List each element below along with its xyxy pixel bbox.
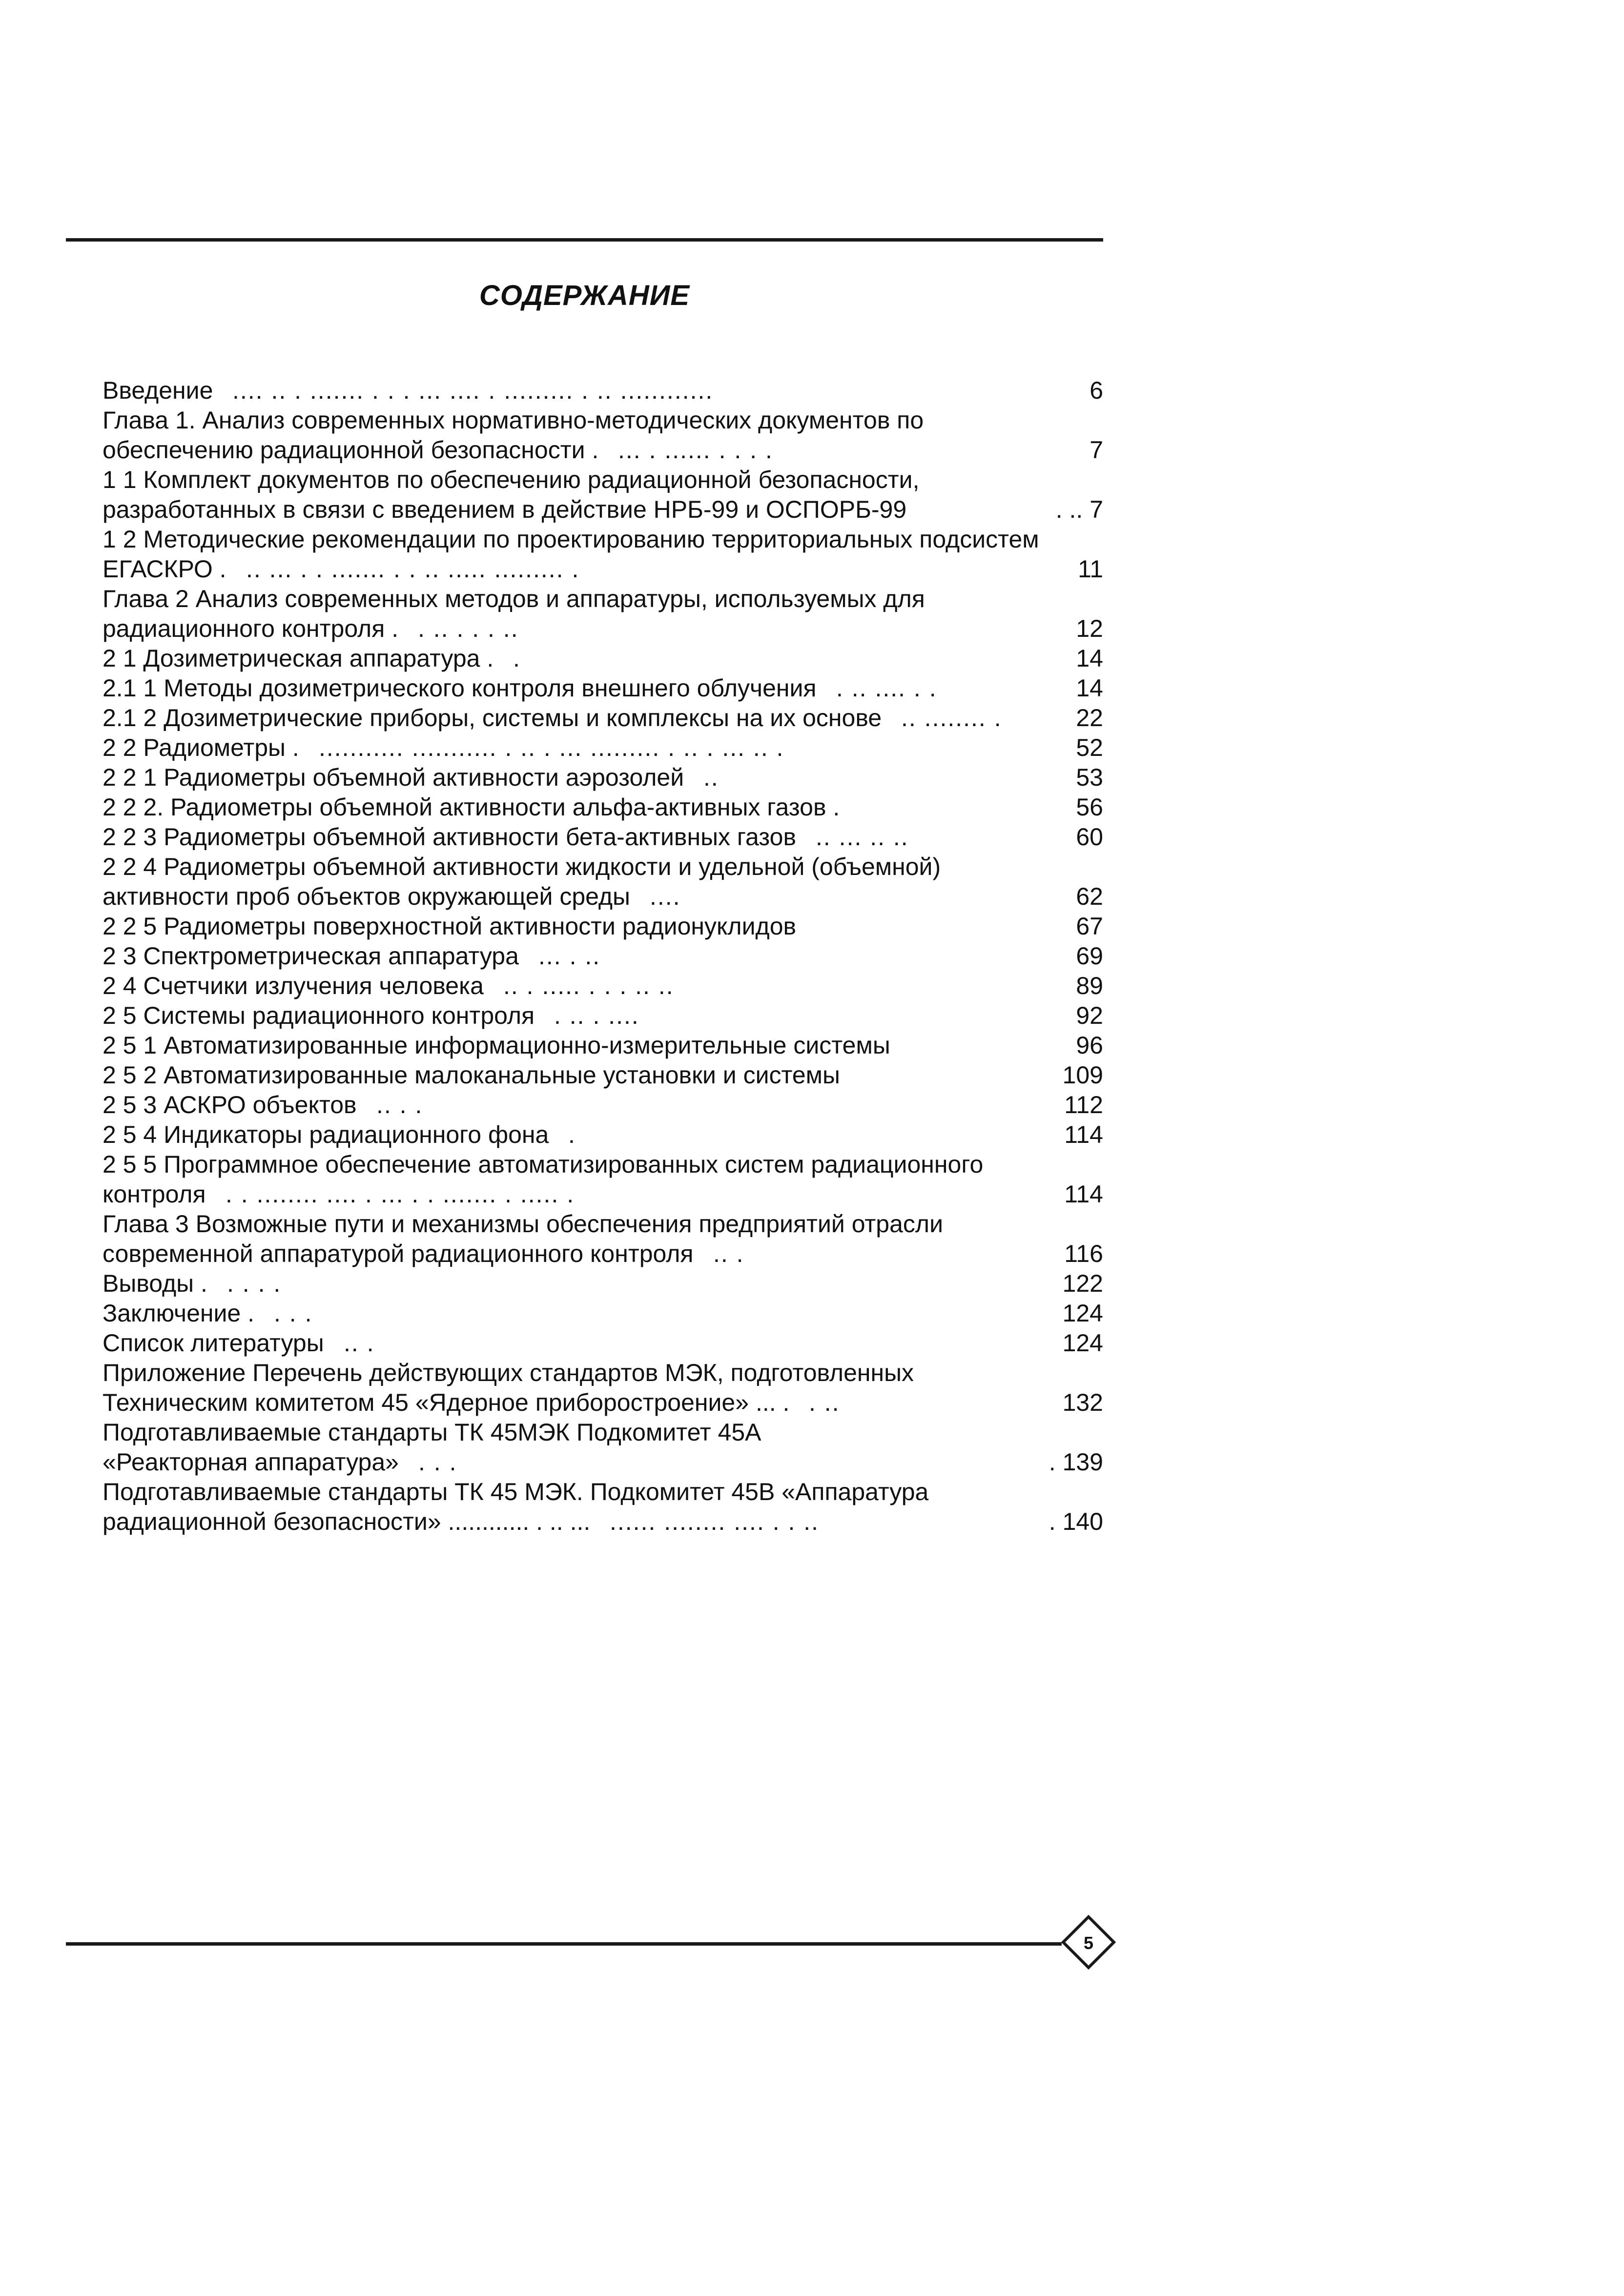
toc-entry-text: 2 1 Дозиметрическая аппаратура . [103,645,494,672]
toc-entry-text: 2.1 1 Методы дозиметрического контроля внешнего облучения [103,674,817,702]
toc-entry [103,1120,1103,1150]
toc-entry-leader: . .. .... . . [836,674,937,702]
toc-entry [103,1031,1103,1060]
toc-entry [103,703,1103,733]
toc-entry-text: Техническим комитетом 45 «Ядерное приборостроение» ... . [103,1389,790,1416]
toc-entry [103,1447,1103,1477]
toc-entry-page: 22 [1076,704,1103,731]
toc-entry [103,733,1103,763]
toc-entry-text: Глава 1. Анализ современных нормативно-методических документов по [103,406,924,434]
toc-entry-page: . 139 [1048,1448,1103,1476]
toc-entry-leader: ........... ........... . .. . ... ......... . .. . ... .. . [319,734,784,761]
toc-entry-leader: .. . [713,1240,744,1267]
toc-entry-leader: . . ........ .... . ... . . ....... . ..... . [226,1180,575,1208]
toc-entry-leader: .. ........ . [901,704,1002,731]
toc-entry [103,941,1103,971]
toc-entry-page: 114 [1064,1180,1103,1208]
toc-entry-leader: .. . . [376,1091,423,1118]
page-number: 5 [1083,1933,1094,1953]
toc-entry-page: 11 [1078,555,1103,583]
toc-entry-text: 2 5 Системы радиационного контроля [103,1002,535,1029]
toc-entry-leader: .... .. . ....... . . . ... .... . ......... . .. ............ [232,377,714,404]
toc-entry-text: 1 2 Методические рекомендации по проектированию территориальных подсистем [103,526,1039,553]
toc-entry [103,554,1103,584]
toc-entry-text: 2 3 Спектрометрическая аппаратура [103,942,519,970]
toc-entry-text: Глава 3 Возможные пути и механизмы обеспечения предприятий отрасли [103,1210,944,1238]
toc-entry-text: 2 2 2. Радиометры объемной активности альфа-активных газов . [103,793,840,821]
toc-entry-text: Подготавливаемые стандарты ТК 45 МЭК. Подкомитет 45В «Аппаратура [103,1478,929,1505]
toc-entry-leader: . .. . . . .. [418,615,519,642]
toc-entry-text: Глава 2 Анализ современных методов и аппаратуры, используемых для [103,585,925,612]
toc-entry-page: 53 [1076,764,1103,791]
toc-entry [103,525,1103,554]
toc-entry [103,1150,1103,1179]
toc-entry-leader: . .. [809,1389,840,1416]
toc-entry [103,971,1103,1001]
toc-entry-leader: .. [703,764,719,791]
toc-entry [103,1477,1103,1507]
toc-entry-text: активности проб объектов окружающей среды [103,883,630,910]
toc-entry-page: 14 [1076,645,1103,672]
toc-entry-page: 56 [1076,793,1103,821]
toc-entry-page: . .. 7 [1055,496,1103,523]
toc-entry-text: 2 2 1 Радиометры объемной активности аэрозолей [103,764,684,791]
toc-entry [103,376,1103,406]
toc-entry [103,912,1103,941]
toc-entry-page: 60 [1076,823,1103,851]
toc-entry-leader: .. ... . . ....... . . .. ..... ......... . [246,555,580,583]
toc-entry [103,1209,1103,1239]
toc-entry-text: радиационного контроля . [103,615,399,642]
toc-entry [103,1090,1103,1120]
toc-entry [103,1388,1103,1418]
toc-entry-text: 2 5 3 АСКРО объектов [103,1091,357,1118]
toc-entry-page: 132 [1062,1389,1103,1416]
toc-entry-leader: .... [650,883,681,910]
toc-entry-text: 2 5 5 Программное обеспечение автоматизированных систем радиационного [103,1151,984,1178]
toc-entry [103,1358,1103,1388]
toc-entry-text: 2 2 4 Радиометры объемной активности жидкости и удельной (объемной) [103,853,941,880]
toc-entry [103,1179,1103,1209]
toc-entry-text: 2 2 Радиометры . [103,734,299,761]
toc-entry-leader: . . . [418,1448,457,1476]
toc-entry [103,882,1103,912]
toc-entry-text: контроля [103,1180,206,1208]
toc-entry-leader: ...... ........ .... . . .. [610,1508,820,1535]
toc-entry-page: 6 [1090,377,1103,404]
toc-entry [103,584,1103,614]
toc-entry-text: 2 5 2 Автоматизированные малоканальные установки и системы [103,1061,840,1089]
toc-entry-page: 7 [1090,436,1103,464]
toc-entry-text: современной аппаратурой радиационного контроля [103,1240,694,1267]
toc-entry-page: 69 [1076,942,1103,970]
toc-entry [103,673,1103,703]
toc-entry-page: 122 [1062,1270,1103,1297]
toc-entry-text: 2 5 1 Автоматизированные информационно-измерительные системы [103,1032,890,1059]
toc-entry-text: разработанных в связи с введением в действие НРБ-99 и ОСПОРБ-99 [103,496,907,523]
toc-entry [103,1507,1103,1537]
toc-entry-page: 114 [1064,1121,1103,1148]
bottom-rule [66,1942,1062,1946]
toc-entry-text: «Реакторная аппаратура» [103,1448,399,1476]
top-rule [66,238,1103,242]
toc-entry-text: 2 2 5 Радиометры поверхностной активности радионуклидов [103,913,797,940]
toc-entry-text: 2 2 3 Радиометры объемной активности бета-активных газов [103,823,797,851]
toc-entry-leader: ... . ...... . . . . [618,436,773,464]
toc-entry [103,763,1103,792]
toc-entry-page: 89 [1076,972,1103,999]
toc-entry [103,792,1103,822]
toc-entry [103,1418,1103,1447]
toc-entry [103,614,1103,644]
toc-entry-page: 124 [1062,1329,1103,1357]
toc-entry-leader: . . . [274,1300,313,1327]
toc-entry-leader: . . . . [227,1270,282,1297]
toc-entry [103,644,1103,673]
toc-entry-page: 14 [1076,674,1103,702]
toc-entry-page: 109 [1062,1061,1103,1089]
toc-entry [103,1328,1103,1358]
toc-entry-page: 124 [1062,1300,1103,1327]
toc-entry-text: Введение [103,377,213,404]
toc-entry-page: 92 [1076,1002,1103,1029]
toc-entry-page: 96 [1076,1032,1103,1059]
toc-entry-page: . 140 [1048,1508,1103,1535]
toc-entry-leader: .. . ..... . . . .. .. [503,972,674,999]
toc-entry-leader: ... . .. [538,942,601,970]
toc-entry-text: Приложение Перечень действующих стандартов МЭК, подготовленных [103,1359,914,1386]
toc-entry-page: 112 [1064,1091,1103,1118]
toc-entry-page: 52 [1076,734,1103,761]
toc-entry-text: ЕГАСКРО . [103,555,226,583]
toc-entry-text: Подготавливаемые стандарты ТК 45МЭК Подкомитет 45А [103,1419,761,1446]
toc-entry [103,1239,1103,1269]
toc-entry-page: 12 [1076,615,1103,642]
table-of-contents [103,376,1103,1537]
toc-entry-text: радиационной безопасности» ............ . .. ... [103,1508,591,1535]
toc-entry-leader: .. . [344,1329,375,1357]
toc-entry-page: 62 [1076,883,1103,910]
toc-entry [103,435,1103,465]
toc-entry [103,406,1103,435]
toc-entry-text: 2.1 2 Дозиметрические приборы, системы и комплексы на их основе [103,704,882,731]
toc-entry-text: 2 4 Счетчики излучения человека [103,972,484,999]
toc-entry [103,1299,1103,1328]
page-title: СОДЕРЖАНИЕ [479,280,690,311]
toc-entry [103,495,1103,525]
toc-entry [103,1001,1103,1031]
toc-entry [103,465,1103,495]
toc-entry-page: 116 [1064,1240,1103,1267]
toc-entry-text: Выводы . [103,1270,207,1297]
toc-entry [103,1269,1103,1299]
toc-entry-leader: . [513,645,521,672]
toc-entry-leader: . .. . .... [554,1002,639,1029]
toc-entry [103,822,1103,852]
toc-entry [103,852,1103,882]
toc-entry-text: Список литературы [103,1329,324,1357]
toc-entry-page: 67 [1076,913,1103,940]
toc-entry-leader: .. ... .. .. [816,823,909,851]
toc-entry [103,1060,1103,1090]
toc-entry-text: обеспечению радиационной безопасности . [103,436,599,464]
toc-entry-text: 2 5 4 Индикаторы радиационного фона [103,1121,549,1148]
toc-entry-leader: . [568,1121,576,1148]
toc-entry-text: Заключение . [103,1300,255,1327]
toc-entry-text: 1 1 Комплект документов по обеспечению радиационной безопасности, [103,466,920,493]
